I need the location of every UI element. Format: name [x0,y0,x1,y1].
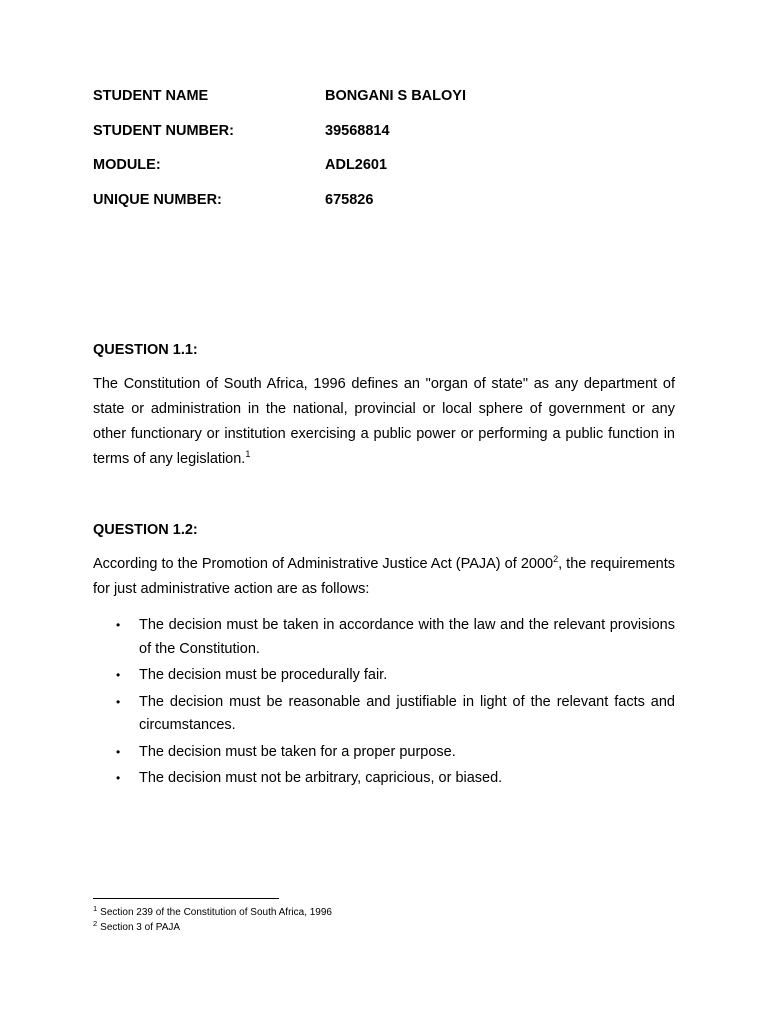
bullet-icon: • [116,668,121,682]
bullet-icon: • [116,618,121,632]
list-item-text: The decision must be taken for a proper purpose. [139,743,456,760]
question-1-2-heading: QUESTION 1.2: [93,522,198,538]
bullet-icon: • [116,744,121,759]
list-item [93,691,675,738]
requirements-list [93,614,675,794]
module-label: MODULE: [93,157,161,173]
module-value: ADL2601 [325,157,388,173]
list-item-text: The decision must be taken in accordance with the law and the relevant provisions of the Constitution. [139,617,675,657]
unique-number-label: UNIQUE NUMBER: [93,192,222,208]
list-item-text: The decision must not be arbitrary, capricious, or biased. [139,770,503,786]
footnote-1 [93,903,332,920]
list-item-text: The decision must be procedurally fair. [139,667,388,683]
student-number-value: 39568814 [325,123,390,139]
list-item [93,767,675,791]
footnote-ref-2: 2 [553,554,559,565]
footnote-1-text: Section 239 of the Constitution of South Africa, 1996 [100,907,332,918]
footnote-separator [93,898,279,899]
bullet-icon: • [116,771,121,785]
question-1-2-intro-before: According to the Promotion of Administrative Justice Act (PAJA) of 2000 [93,556,554,572]
question-1-1-heading: QUESTION 1.1: [93,342,198,358]
bullet-icon: • [116,694,121,709]
question-1-1-text: The Constitution of South Africa, 1996 defines an "organ of state" as any department of state or administration in the national, provincial or local sphere of government or any other functionary or institution exercising a public power or performing a public function in terms of any legislation. [93,376,675,467]
list-item-text: The decision must be reasonable and justifiable in light of the relevant facts and circumstances. [139,693,675,733]
footnote-2-mark: 2 [93,918,98,928]
question-1-2-intro-after: , the requirements for just administrative action are as follows: [93,556,675,597]
question-1-1-answer [93,372,675,472]
student-name-label: STUDENT NAME [93,88,209,104]
student-number-label: STUDENT NUMBER: [93,123,234,139]
list-item [93,664,675,688]
footnote-2 [93,918,181,935]
footnote-ref-1: 1 [245,449,251,460]
list-item [93,614,675,661]
footnote-2-text: Section 3 of PAJA [100,922,181,933]
unique-number-value: 675826 [325,192,374,208]
list-item [93,741,675,765]
student-name-value: BONGANI S BALOYI [325,88,466,104]
footnote-1-mark: 1 [93,903,98,913]
question-1-2-intro [93,552,675,602]
